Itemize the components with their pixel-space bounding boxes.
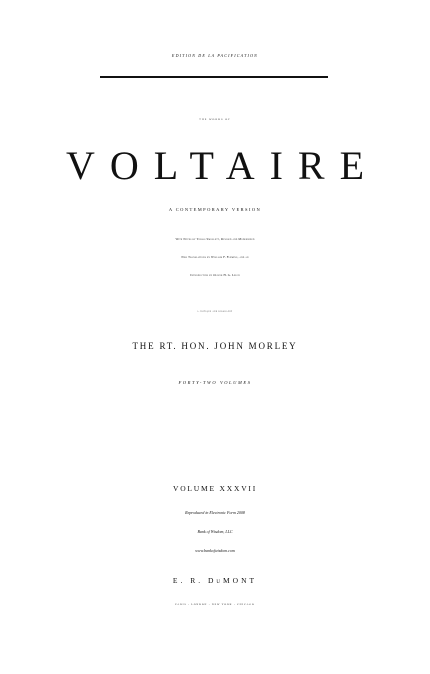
- reproduction-line-2: Bank of Wisdom, LLC: [197, 529, 233, 534]
- reproduction-url: www.bankofwisdom.com: [195, 548, 235, 553]
- notes-line-2: New Translations by William F. Fleming, and an: [181, 255, 249, 259]
- notes-line-1: With Notes by Tobias Smollett, Revised and Modernized: [175, 237, 255, 241]
- critique-label: A CRITIQUE AND BIOGRAPHY: [197, 312, 233, 313]
- reproduction-line-1: Reproduced in Electronic Form 2008: [185, 510, 245, 515]
- notes-line-3: Introduction by Oliver H. G. Leigh: [190, 273, 240, 277]
- author-title: VOLTAIRE: [65, 143, 380, 188]
- works-of-label: THE WORKS OF: [199, 118, 231, 121]
- publisher-name: E. R. DuMONT: [172, 576, 258, 585]
- biographer-name: THE RT. HON. JOHN MORLEY: [132, 341, 298, 351]
- edition-heading: EDITION DE LA PACIFICATION: [171, 53, 259, 58]
- volume-count: FORTY-TWO VOLUMES: [178, 380, 252, 385]
- publisher-cities: PARIS : LONDON : NEW YORK : CHICAGO: [175, 603, 255, 606]
- edition-underline-rule: [100, 76, 328, 78]
- subtitle: A CONTEMPORARY VERSION: [168, 207, 262, 212]
- volume-number: VOLUME XXXVII: [172, 484, 257, 493]
